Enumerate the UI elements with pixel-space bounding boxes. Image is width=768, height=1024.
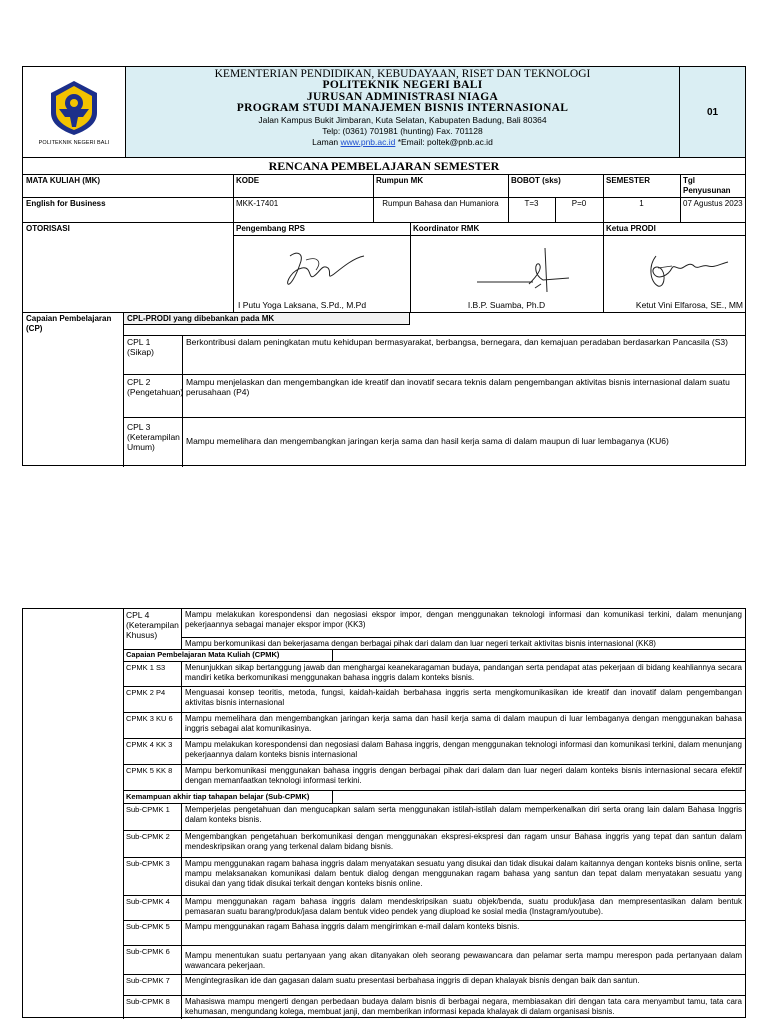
cpmk-1-text: Menunjukkan sikap bertanggung jawab dan menghargai keanekaragaman budaya, pandangan serta pendapat atas pekerjaan di bidang keahliannya secara mandiri ketika berkomunikasi menggunakan bahasa inggris dalam konteks bisnis.: [185, 663, 742, 682]
subcpmk-1-text: Memperjelas pengetahuan dan mengucapkan salam serta menggunakan istilah-istilah dalam memperkenalkan diri serta orang lain dalam Bahasa Inggris dalam konteks bisnis.: [185, 805, 742, 824]
subcpmk-4-code: Sub-CPMK 4: [126, 897, 170, 906]
cpmk-1-code: CPMK 1 S3: [126, 663, 166, 672]
cpl-4-row: [123, 609, 745, 649]
cpmk-3-text: Mampu memelihara dan mengembangkan jaringan kerja sama dan hasil kerja sama di dalam maupun di luar lembaganya dengan menggunakan bahasa inggris sebagai alat komunikasinya.: [185, 714, 742, 733]
ketua-signature: [628, 248, 738, 292]
cpmk-row: [123, 662, 745, 686]
subcpmk-3-code: Sub-CPMK 3: [126, 859, 170, 868]
subcpmk-row: [123, 921, 745, 945]
cp-label: Capaian Pembelajaran (CP): [26, 314, 112, 333]
col-bobot: BOBOT (sks): [511, 176, 561, 185]
course-name: English for Business: [26, 199, 106, 208]
subcpmk-header: Kemampuan akhir tiap tahapan belajar (Sub-CPMK): [123, 791, 333, 803]
subcpmk-row: [123, 996, 745, 1018]
subcpmk-7-code: Sub-CPMK 7: [126, 976, 170, 985]
ketua-name: Ketut Vini Elfarosa, SE., MM: [635, 300, 743, 310]
cpmk-header: Capaian Pembelajaran Mata Kuliah (CPMK): [123, 649, 333, 661]
cpl-4-code: CPL 4 (Keterampilan Khusus): [126, 610, 179, 640]
cpmk-2-code: CPMK 2 P4: [126, 688, 166, 697]
course-code: MKK-17401: [236, 199, 279, 208]
subcpmk-2-code: Sub-CPMK 2: [126, 832, 170, 841]
cpmk-header-row: [123, 649, 745, 661]
cpmk-row: [123, 765, 745, 789]
subcpmk-5-text: Mampu menggunakan ragam Bahasa inggris dalam mengirimkan e-mail dalam konteks bisnis.: [185, 922, 520, 931]
koordinator-signature: [473, 244, 583, 294]
col-mata-kuliah: MATA KULIAH (MK): [26, 176, 101, 185]
phone: Telp: (0361) 701981 (hunting) Fax. 701128: [322, 125, 483, 136]
cpmk-row: [123, 713, 745, 737]
subcpmk-2-text: Mengembangkan pengetahuan berkomunikasi dengan menggunakan ekspresi-ekspresi dan ragam unsur Bahasa inggris yang tepat dan santun dalam mendeskripsikan orang yang terkenal dalam bidang bisnis.: [185, 832, 742, 851]
cpmk-4-code: CPMK 4 KK 3: [126, 740, 173, 749]
subcpmk-row: [123, 896, 745, 920]
subcpmk-6-text: Mampu menentukan suatu pertanyaan yang akan ditanyakan oleh seorang pewawancara dan pelamar serta mampu merespon pada pertanyaan dalam wawancara pekerjaan.: [185, 951, 742, 970]
subcpmk-row: [123, 858, 745, 895]
pengembang-name: I Putu Yoga Laksana, S.Pd., M.Pd: [238, 300, 367, 310]
cpmk-3-code: CPMK 3 KU 6: [126, 714, 173, 723]
ministry-name: KEMENTERIAN PENDIDIKAN, KEBUDAYAAN, RISET DAN TEKNOLOGI: [214, 68, 591, 80]
rps-title: RENCANA PEMBELAJARAN SEMESTER: [268, 159, 500, 173]
subcpmk-row: [123, 975, 745, 995]
subcpmk-8-code: Sub-CPMK 8: [126, 997, 170, 1006]
cpl-2-code: CPL 2 (Pengetahuan): [127, 377, 184, 397]
course-semester: 1: [639, 199, 644, 208]
institution-info: [126, 67, 679, 157]
email: *Email: poltek@pnb.ac.id: [395, 136, 493, 147]
cpmk-2-text: Menguasai konsep teoritis, metoda, fungsi, kaidah-kaidah berbahasa inggris serta mengkomunikasikan ide kreatif dan inovatif dalam pengembangan aktivitas bisnis internasional: [185, 688, 742, 707]
pengembang-signature: [278, 246, 368, 294]
koordinator-name: I.B.P. Suamba, Ph.D: [467, 300, 546, 310]
cpl-2-text: Mampu menjelaskan dan mengembangkan ide kreatif dan inovatif secara teknis dalam pengembangan aktivitas bisnis internasional dalam suatu perusahaan (P4): [186, 377, 730, 397]
cpmk-row: [123, 687, 745, 711]
pengembang-label: Pengembang RPS: [236, 224, 305, 233]
cpmk-4-text: Mampu melakukan korespondensi dan negosiasi dalam Bahasa inggris, dengan menggunakan teknologi informasi dan komunikasi terkini, dalam menunjang pekerjaannya dalam konteks bisnis internasional: [185, 740, 742, 759]
cpmk-row: [123, 739, 745, 763]
cpl-header: CPL-PRODI yang dibebankan pada MK: [124, 313, 410, 325]
subcpmk-1-code: Sub-CPMK 1: [126, 805, 170, 814]
course-date: 07 Agustus 2023: [683, 199, 743, 208]
ketua-label: Ketua PRODI: [606, 224, 656, 233]
subcpmk-5-code: Sub-CPMK 5: [126, 922, 170, 931]
cpl-1-text: Berkontribusi dalam peningkatan mutu kehidupan bermasyarakat, berbangsa, bernegara, dan kemajuan peradaban berdasarkan Pancasila (S3): [186, 337, 728, 347]
subcpmk-8-text: Mahasiswa mampu mengerti dengan perbedaan budaya dalam bisnis di berbagai negara, membiasakan diri dengan tata cara menyambut tamu, tata cara kehumasan, mengundang kolega, membuat janji, dan memberikan informasi kepada khalayak di dalam organisasi bisnis.: [185, 997, 742, 1016]
course-p: P=0: [571, 199, 587, 208]
logo-caption: POLITEKNIK NEGERI BALI: [38, 139, 110, 146]
subcpmk-header-row: [123, 791, 745, 803]
course-rumpun: Rumpun Bahasa dan Humaniora: [382, 199, 499, 208]
address: Jalan Kampus Bukit Jimbaran, Kuta Selatan, Kabupaten Badung, Bali 80364: [258, 114, 547, 125]
cpmk-table: [22, 608, 746, 1018]
subcpmk-6-code: Sub-CPMK 6: [126, 947, 170, 956]
subcpmk-row: [123, 804, 745, 830]
institution-name: POLITEKNIK NEGERI BALI: [322, 79, 483, 91]
department-name: JURUSAN ADMINISTRASI NIAGA: [306, 90, 499, 103]
web-email: [126, 137, 679, 148]
cpl-1-code: CPL 1 (Sikap): [127, 337, 154, 357]
web-prefix: Laman: [312, 136, 341, 147]
pnb-logo-icon: [47, 79, 101, 137]
program-name: PROGRAM STUDI MANAJEMEN BISNIS INTERNASIONAL: [236, 102, 569, 114]
cpmk-5-text: Mampu berkomunikasi menggunakan bahasa inggris dengan berbagai pihak dari dalam dan luar negeri dalam konteks bisnis internasional secara efektif dengan memanfaatkan teknologi informasi terkini.: [185, 766, 742, 785]
col-kode: KODE: [236, 176, 260, 185]
cpl-4-text-1: Mampu melakukan korespondensi dan negosiasi ekspor impor, dengan menggunakan teknologi informasi dan komunikasi terkini, dalam menunjang pekerjaannya sebagai manajer ekspor impor (KK3): [185, 610, 742, 629]
subcpmk-4-text: Mampu menggunakan ragam bahasa inggris dalam mendeskripsikan suatu objek/benda, suatu produk/jasa dan mempresentasikan dalam bentuk pemasaran suatu barang/produk/jasa dalam bentuk video pendek yang diupload ke sosial media (Instagram/youtube).: [185, 897, 742, 916]
col-rumpun: Rumpun MK: [376, 176, 424, 185]
otorisasi-label: OTORISASI: [26, 224, 70, 233]
subcpmk-7-text: Mengintegrasikan ide dan gagasan dalam suatu presentasi berbahasa inggris di depan khalayak bisnis dengan baik dan santun.: [185, 976, 640, 985]
document-header: [22, 66, 746, 158]
course-table: [22, 157, 746, 466]
cpl-3-text: Mampu memelihara dan mengembangkan jaringan kerja sama dan hasil kerja sama di dalam maupun di luar lembaganya (KU6): [186, 436, 669, 446]
cpl-3-code: CPL 3 (Keterampilan Umum): [127, 422, 180, 452]
course-t: T=3: [524, 199, 539, 208]
col-semester: SEMESTER: [606, 176, 651, 185]
subcpmk-row: [123, 831, 745, 857]
cpl-4-text-2: Mampu berkomunikasi dan bekerjasama dengan berbagai pihak dari dalam dan luar negeri terkait aktivitas bisnis internasional (KK8): [182, 637, 745, 649]
subcpmk-row: [123, 946, 745, 974]
doc-number: 01: [679, 67, 745, 157]
cpmk-5-code: CPMK 5 KK 8: [126, 766, 173, 775]
logo-cell: [23, 67, 126, 157]
col-tgl: Tgl Penyusunan: [683, 176, 731, 195]
koordinator-label: Koordinator RMK: [413, 224, 480, 233]
subcpmk-3-text: Mampu menggunakan ragam bahasa inggris dalam menyatakan sesuatu yang disukai dan tidak disukai dalam kaitannya dengan konteks bisnis online, serta mampu melaksanakan komunikasi dalam bentuk dialog dengan menggunakan ragam bahasa yang santun dan tepat dalam menyatakan sesuatu yang disukai dan yang tidak disukai terkait dengan konteks bisnis online.: [185, 859, 742, 888]
website-link[interactable]: www.pnb.ac.id: [340, 136, 396, 147]
